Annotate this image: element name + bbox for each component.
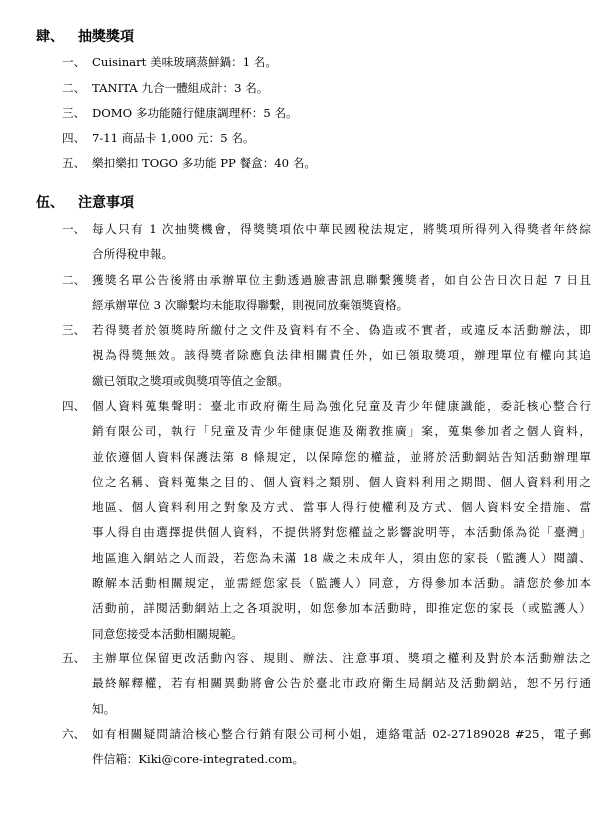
prize-item-number: 一、	[62, 55, 86, 69]
prize-item-number: 四、	[62, 131, 86, 145]
note-line: 活動前，詳閱活動網站上之各項說明，如您參加本活動時，即推定您的家長（或監護人）	[92, 601, 591, 616]
note-line: 若得獎者於領獎時所繳付之文件及資料有不全、偽造或不實者，或違反本活動辦法，即	[92, 323, 591, 337]
note-line: 每人只有 1 次抽獎機會，得獎獎項依中華民國稅法規定，將獎項所得列入得獎者年終綜	[92, 222, 591, 236]
section-number: 伍、	[36, 195, 64, 211]
section-number: 肆、	[36, 29, 64, 45]
note-item-body	[92, 268, 591, 319]
note-item-number: 三、	[62, 323, 86, 337]
note-item-body	[92, 394, 591, 647]
note-line: 瞭解本活動相關規定，並需經您家長（監護人）同意，方得參加本活動。請您於參加本	[92, 576, 591, 591]
note-line: 事人得自由選擇提供個人資料，不提供將對您權益之影響說明等，本活動係為從「臺灣」	[92, 525, 591, 540]
note-line: 視為得獎無效。該得獎者除應負法律相關責任外，如已領取獎項，辦理單位有權向其追	[92, 348, 591, 363]
note-item-body	[92, 318, 591, 394]
note-line: 合所得稅申報。	[92, 247, 174, 262]
section-title: 抽獎獎項	[78, 29, 134, 45]
note-line: 並依遵個人資料保護法第 8 條規定，以保障您的權益，並將於活動網站告知活動辦理單	[92, 449, 591, 464]
note-item-body	[92, 646, 591, 722]
section-title: 注意事項	[78, 195, 134, 211]
note-line: 地區進入網站之人而設，若您為未滿 18 歲之未成年人，須由您的家長（監護人）閱讀、	[92, 550, 591, 565]
note-line: 繳已領取之獎項或與獎項等值之金額。	[92, 373, 290, 388]
note-item-number: 一、	[62, 222, 86, 236]
note-line: 銷有限公司，執行「兒童及青少年健康促進及衛教推廣」案，蒐集參加者之個人資料，	[92, 424, 591, 439]
note-line: 最終解釋權，若有相關異動將會公告於臺北市政府衛生局網站及活動網站，恕不另行通	[92, 676, 591, 691]
note-line: 獲獎名單公告後將由承辦單位主動透過臉書訊息聯繫獲獎者，如自公告日次日起 7 日且	[92, 273, 591, 287]
note-item-number: 六、	[62, 727, 86, 741]
note-line: 個人資料蒐集聲明：臺北市政府衛生局為強化兒童及青少年健康識能，委託核心整合行	[92, 399, 591, 413]
note-line: 主辦單位保留更改活動內容、規則、辦法、注意事項、獎項之權利及對於本活動辦法之	[92, 651, 591, 665]
note-item-number: 二、	[62, 273, 86, 287]
note-item-number: 四、	[62, 399, 86, 413]
note-item-body	[92, 217, 591, 268]
note-item-number: 五、	[62, 651, 86, 665]
prize-item-text: 7-11 商品卡 1,000 元：5 名。	[92, 131, 255, 145]
section-heading-notes	[36, 194, 134, 212]
section-heading-prizes	[36, 28, 134, 46]
prize-item-text: 樂扣樂扣 TOGO 多功能 PP 餐盒：40 名。	[92, 156, 316, 170]
prize-item-number: 五、	[62, 156, 86, 170]
prize-item-number: 二、	[62, 81, 86, 95]
prize-item-number: 三、	[62, 106, 86, 120]
prize-item-text: Cuisinart 美味玻璃蒸鮮鍋：1 名。	[92, 55, 277, 69]
note-line: 地區、個人資料利用之對象及方式、當事人得行使權利及方式、個人資料安全措施、當	[92, 500, 591, 515]
note-line: 知。	[92, 701, 116, 716]
note-line: 如有相關疑問請洽核心整合行銷有限公司柯小姐，連絡電話 02-27189028 #25，電子郵	[92, 727, 591, 741]
note-line: 同意您接受本活動相關規範。	[92, 626, 243, 641]
prize-item-text: TANITA 九合一體組成計：3 名。	[92, 81, 269, 95]
note-line: 經承辦單位 3 次聯繫均未能取得聯繫，則視同放棄領獎資格。	[92, 298, 409, 313]
prize-item-text: DOMO 多功能隨行健康調理杯：5 名。	[92, 106, 298, 120]
note-line: 件信箱：Kiki@core-integrated.com。	[92, 752, 305, 767]
note-line: 位之名稱、資料蒐集之目的、個人資料之類別、個人資料利用之期間、個人資料利用之	[92, 474, 591, 489]
note-item-body	[92, 722, 591, 773]
